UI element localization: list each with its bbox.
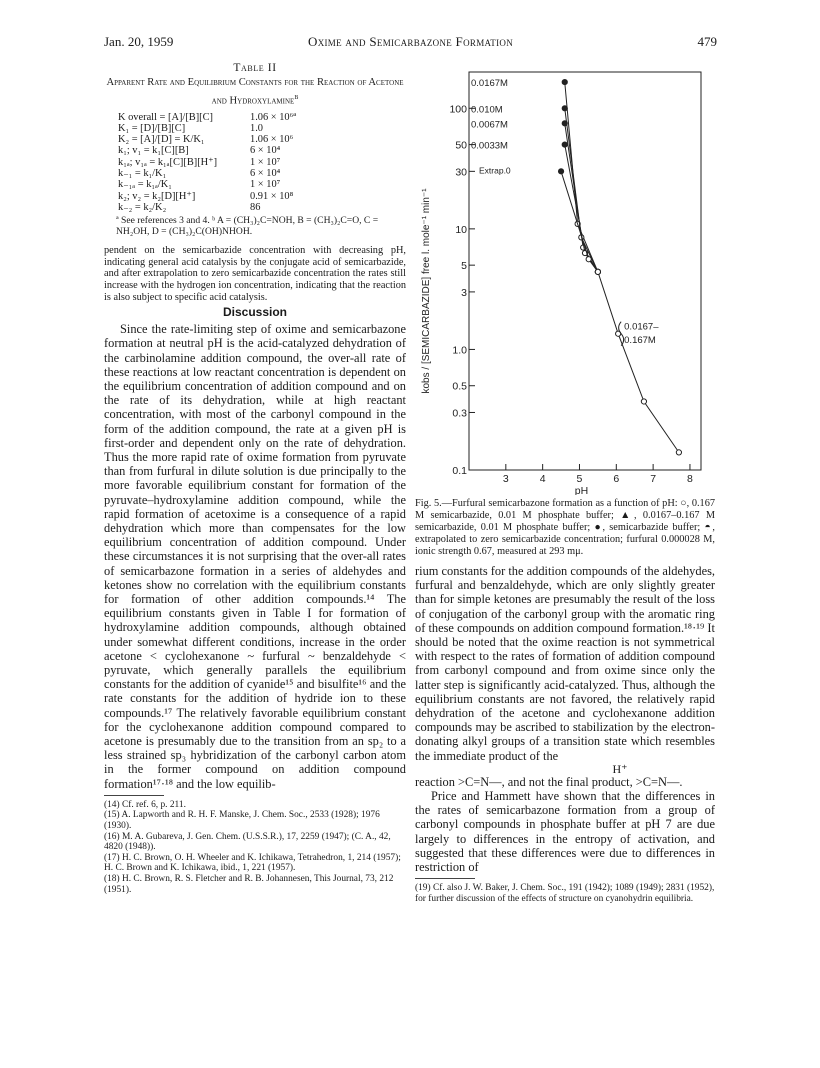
right-column [415,62,715,904]
data-point [562,142,567,147]
left-column [104,62,406,895]
header-title: Oxime and Semicarbazone Formation [308,34,513,49]
constant-value: 1.0 [250,122,263,134]
references-left [104,800,406,895]
x-tick-label: 7 [650,473,657,485]
constant-value: 1 × 10⁷ [250,179,281,191]
section-heading: Discussion [222,305,288,320]
data-point [586,257,591,262]
paragraph-continued: pendent on the semicarbazide concentration with decreasing pH, indicating general acid catalysis by the conjugate acid of semicarbazide, and after extrapolation to zero semicarbazide concentration the rates still increase with the hydrogen ion concentration, indicating that the reaction is also subject to specific acid catalysis. [104,245,406,303]
right-paragraph-1: rium constants for the addition compounds of the aldehydes, furfural and benzaldehyde, which are only slightly greater than for simple ketones are presumably the result of the loss of conjugation of the carbonyl group with the aromatic ring of these compounds on addition compound formation.¹⁸·¹⁹ It should be noted that the oxime reaction is not symmetrical with respect to the rates of formation of addition compound from carbonyl compound and from oxime since only the latter step is significantly acid-catalyzed. Thus, although the equilibrium constants are not favored, the relatively rapid dehydration of the acetone and cyclohexanone addition compounds may be ascribed to stabilization by the electron-donating alkyl groups of a transition state which resembles the immediate product of the [415,564,715,763]
constants-row [116,168,298,179]
reference-item: (15) A. Lapworth and R. H. F. Manske, J. Chem. Soc., 2533 (1928); 1976 (1930). [104,810,380,832]
constant-value: 1.06 × 10⁶ª [250,111,297,123]
constants-row [116,145,298,156]
constant-value: 0.91 × 10⁸ [250,190,294,202]
data-point [595,269,600,274]
constants-row [116,191,298,202]
y-tick-label: 100 [449,103,467,116]
y-tick-label: 0.3 [452,407,467,420]
x-tick-label: 4 [539,473,546,485]
x-tick-label: 6 [613,473,620,485]
chart-axes [421,72,701,495]
constant-expression: k₁ₐ; v₁ₐ = k₁ₐ[C][B][H⁺] [118,156,218,168]
constants-row [116,123,298,134]
data-point [562,121,567,126]
constant-value: 6 × 10⁴ [250,145,281,157]
constants-row [116,179,298,190]
constant-expression: K₁ = [D]/[B][C] [118,122,186,134]
plot-frame [469,72,701,470]
y-tick-label: 50 [455,139,467,152]
reference-item: (14) Cf. ref. 6, p. 211. [104,799,186,810]
discussion-paragraph: Since the rate-limiting step of oxime and semicarbazone formation at neutral pH is the acid-catalyzed dehydration of the carbinolamine addition compound, the over-all rate of these reactions at low reactant concentration is dependent on the equilibrium concentration of addition compound and on the rate of its dehydration, while at high reactant concentration, with most of the carbonyl compound in the form of the addition compound, the rate at a given pH is first-order and dependent only on the rate of dehydration. Thus the more rapid rate of oxime formation from pyruvate than from furfural in dilute solution is due principally to the more favorable equilibrium constant for formation of the pyruvate–hydroxylamine addition compound, while the rapid formation of acetoxime is a consequence of a rapid dehydration which more than compensates for the low equilibrium concentration of addition compound. Under these circumstances it is not surprising that the over-all rates of semicarbazone formation in a series of aldehydes and ketones show no correlation with the equilibrium constants for formation of other addition compounds.¹⁴ The equilibrium constants given in Table I for formation of hydroxylamine addition compounds, although obtained under somewhat different conditions, increase in the order acetone < cyclohexanone ~ furfural ~ benzaldehyde < pyruvate, which generally parallels the equilibrium constants for the addition of cyanide¹⁵ and bisulfite¹⁶ and the rate constants for the addition of hydride ion to these compounds.¹⁷ The relatively favorable equilibrium constant for the cyclohexanone addition compound compared to acetone is presumably due to the transition from an sp₂ to a less strained sp₃ hybridization of the carbonyl carbon atom in the former compound on addition compound formation¹⁷·¹⁸ and the low equilib- [104,322,406,791]
right-paragraph-2: Price and Hammett have shown that the differences in the rates of semicarbazone formation from a group of carbonyl compounds in phosphate buffer at pH 7 are due largely to differences in the entropy of activation, and suggested that these differences were due to differences in restriction of [415,789,715,875]
constant-expression: k₂; v₂ = k₂[D][H⁺] [118,190,196,202]
data-point [676,450,681,455]
figure-5-chart [415,62,715,495]
y-tick-label: 0.1 [452,465,467,477]
header-page-number: 479 [697,34,717,49]
y-tick-label: 1.0 [452,344,467,357]
header-date: Jan. 20, 1959 [104,34,174,49]
table-caption-sup: b [294,90,299,101]
y-tick-label: 10 [455,223,467,236]
x-tick-label: 3 [502,473,509,485]
reference-item: (17) H. C. Brown, O. H. Wheeler and K. Ichikawa, Tetrahedron, 1, 214 (1957); H. C. Brown and K. Ichikawa, ibid., 1, 221 (1957). [104,852,401,874]
constants-row [116,157,298,168]
series-label: 0.0067M [471,119,508,131]
constant-value: 1 × 10⁷ [250,156,281,168]
footnote-rule-right [415,878,475,879]
series-line [565,145,598,272]
data-point [562,106,567,111]
constant-expression: k₋₁ = k₁/K₁ [118,168,167,180]
y-tick-label: 3 [461,286,467,299]
reference-item: (16) M. A. Gubareva, J. Gen. Chem. (U.S.S.R.), 17, 2259 (1947); (C. A., 42, 4820 (1948)). [104,831,391,853]
constants-table [116,112,298,214]
constant-value: 1.06 × 10⁶ [250,134,294,146]
figure-5 [415,62,715,495]
x-tick-label: 5 [576,473,583,485]
y-tick-label: 30 [455,166,467,179]
table-footnote: ª See references 3 and 4. ᵇ A = (CH₃)₂C=NOH, B = (CH₃)₂C=O, C = NH₂OH, D = (CH₃)₂C(OH)NHOH. [116,215,379,238]
constant-expression: k₋₁ₐ = k₁ₐ/K₁ [118,179,172,191]
series-label: 0.0167– [624,321,659,333]
y-tick-label: 5 [461,260,467,273]
figure-caption: Fig. 5.—Furfural semicarbazone formation as a function of pH: ○, 0.167 M semicarbazide, 0.01 M phosphate buffer; ▲, 0.0167–0.167 M semicarbazide, 0.01 M phosphate buffer; ●, semicarbazide buffer; ◓, extrapolated to zero semicarbazide concentration; furfural 0.000028 M, ionic strength 0.67, measured at 293 mμ. [415,498,715,557]
running-header [104,34,717,52]
constants-row [116,134,298,145]
series-label: 0.0033M [471,140,508,152]
constant-expression: k₁; v₁ = k₁[C][B] [118,145,189,157]
series-line [565,82,679,452]
table-caption [104,77,406,108]
constants-row [116,202,298,213]
constant-value: 6 × 10⁴ [250,168,281,180]
table-title: Table II [233,62,277,74]
data-point [558,169,563,174]
y-tick-label: 0.5 [452,380,467,393]
series-label: 0.010M [471,104,503,116]
constant-expression: K₂ = [A]/[D] = K/K₁ [118,134,205,146]
constant-expression: K overall = [A]/[B][C] [118,111,214,123]
series-label: 0.167M [624,334,656,346]
constants-row [116,112,298,123]
x-axis-label: pH [574,485,589,495]
data-point [562,79,567,84]
y-axis-label: kobs / [SEMICARBAZIDE] free l. mole⁻¹ min⁻¹ [421,188,432,394]
footnote-rule [104,795,164,796]
table-caption-text: Apparent Rate and Equilibrium Constants for the Reaction of Acetone and Hydroxylamine [106,77,404,107]
reference-item: (18) H. C. Brown, R. S. Fletcher and R. B. Johannesen, This Journal, 73, 212 (1951). [104,874,394,895]
constant-expression: k₋₂ = k₂/K₂ [118,201,167,213]
reference-19: (19) Cf. also J. W. Baker, J. Chem. Soc., 191 (1942); 1089 (1949); 2831 (1952), for further discussion of the effects of structure on cyanohydrin equilibria. [415,883,715,904]
data-point [641,399,646,404]
series-label: Extrap.0 [479,165,511,176]
constant-value: 86 [250,201,261,213]
x-tick-label: 8 [687,473,693,485]
series-label: 0.0167M [471,78,508,90]
h-plus-annotation: H⁺ [612,761,628,776]
chart-series [558,79,681,455]
right-paragraph-1b: reaction >C=N—, and not the final product, >C=N—. [415,774,683,789]
chart-labels [471,78,659,346]
